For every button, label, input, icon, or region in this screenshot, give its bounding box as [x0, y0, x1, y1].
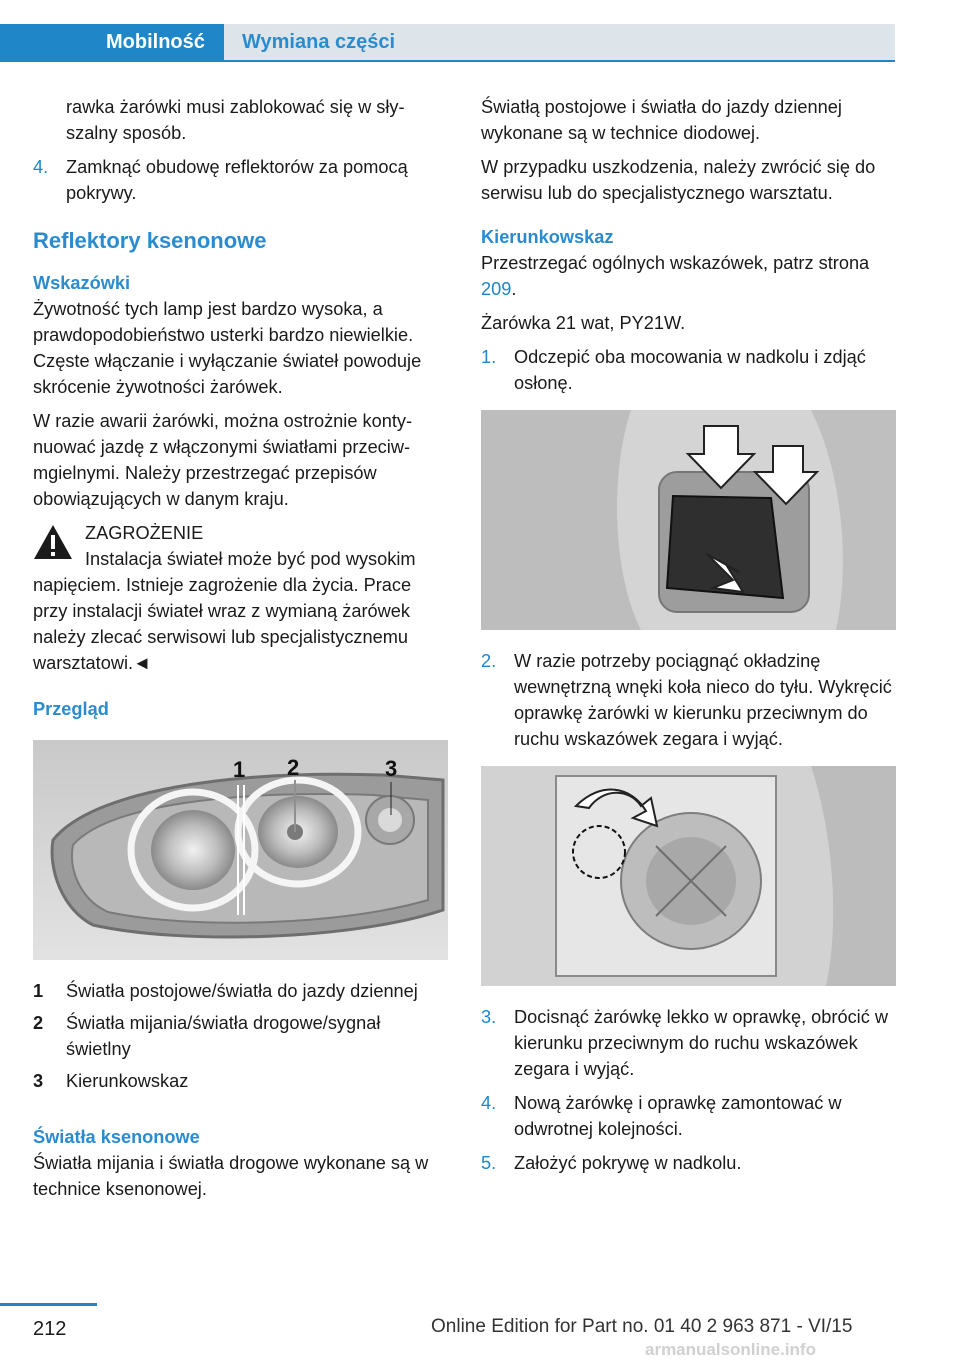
step-4-right [481, 1090, 896, 1142]
step-text: Założyć pokrywę w nadkolu. [514, 1153, 742, 1173]
legend-number: 2 [33, 1013, 44, 1033]
xenon-lights-text: Światła mijania i światła drogowe wykonane są w technice ksenonowej. [33, 1153, 429, 1199]
heading-xenon-lights: Światła ksenonowe [33, 1127, 200, 1147]
heading-turn-signal: Kierunkowskaz [481, 227, 614, 247]
step-5 [481, 1150, 896, 1176]
warning-triangle-icon [33, 524, 73, 560]
legend-item [33, 1010, 448, 1062]
warning-text [33, 546, 448, 676]
heading-overview: Przegląd [33, 699, 109, 719]
notes-paragraph-2: W razie awarii żarówki, można ostrożnie kontynuować jazdę z włączonymi światłami przeciwmgielnymi. Należy przestrzegać przepisów obowiązujących w danym kraju. [33, 411, 413, 509]
step-text: W razie potrzeby pociągnąć okładzinę wewnętrzną wnęki koła nieco do tyłu. Wykręcić oprawkę żarówki w kierunku przeciwnym do ruchu wskazówek zegara i wyjąć. [514, 651, 892, 749]
continued-step-text: rawka żarówki musi zablokować się w słyszalny sposób. [66, 97, 405, 143]
step-2 [481, 648, 896, 752]
legend-item [33, 1068, 448, 1094]
legend-text: Kierunkowskaz [66, 1071, 189, 1091]
step-number: 3. [481, 1007, 497, 1027]
step-number: 4. [33, 157, 49, 177]
header-divider [0, 60, 895, 62]
section-tab: Mobilność [0, 24, 224, 62]
wheel-arch-illustration [481, 410, 896, 630]
subsection-tab: Wymiana części [224, 24, 895, 62]
right-column [481, 94, 896, 1184]
step-number: 1. [481, 347, 497, 367]
figure-label-2: 2 [287, 755, 300, 780]
legend-text: Światła mijania/światła drogowe/sygnał świetlny [66, 1013, 381, 1059]
warning-line-1: Instalacja świateł może być pod wysokim [85, 549, 416, 569]
left-column [33, 94, 448, 1210]
warning-rest: napięciem. Istnieje zagrożenie dla życia. Prace przy instalacji świateł wraz z wymianą żarówek należy zlecać serwisowi lub specjalistycznemu warsztatowi.◄ [33, 575, 412, 673]
figure-legend [33, 978, 448, 1094]
step-1 [481, 344, 896, 396]
reference-text: Przestrzegać ogólnych wskazówek, patrz strona [481, 253, 870, 273]
step-number: 2. [481, 651, 497, 671]
turn-signal-reference [481, 250, 896, 302]
watermark: armanualsonline.info [645, 1340, 816, 1359]
bulb-spec: Żarówka 21 wat, PY21W. [481, 313, 686, 333]
notes-paragraph-1: Żywotność tych lamp jest bardzo wysoka, a prawdopodobieństwo usterki bardzo niewielkie. Częste włączanie i wyłączanie świateł powoduje skrócenie żywotności żarówek. [33, 299, 422, 397]
bulb-holder-illustration [481, 766, 896, 986]
headlight-illustration [33, 740, 448, 960]
legend-number: 3 [33, 1071, 44, 1091]
service-paragraph: W przypadku uszkodzenia, należy zwrócić się do serwisu lub do specjalistycznego warsztatu. [481, 157, 876, 203]
step-text: Docisnąć żarówkę lekko w oprawkę, obrócić w kierunku przeciwnym do ruchu wskazówek zegara i wyjąć. [514, 1007, 888, 1079]
heading-notes: Wskazówki [33, 273, 131, 293]
legend-item [33, 978, 448, 1004]
legend-text: Światła postojowe/światła do jazdy dziennej [66, 981, 418, 1001]
reference-end: . [511, 279, 517, 299]
headlight-overview-image [33, 740, 448, 960]
page-link-209[interactable]: 209 [481, 279, 512, 299]
step-number: 5. [481, 1153, 497, 1173]
heading-xenon-headlights: Reflektory ksenonowe [33, 228, 267, 253]
step-number: 4. [481, 1093, 497, 1113]
wheel-arch-cover-image [481, 410, 896, 630]
step-text: Odczepić oba mocowania w nadkolu i zdjąć osłonę. [514, 347, 866, 393]
step-4 [33, 154, 448, 206]
footer-divider [0, 1303, 97, 1306]
step-text: Zamknąć obudowę reflektorów za pomocą pokrywy. [66, 157, 408, 203]
step-3 [481, 1004, 896, 1082]
step-text: Nową żarówkę i oprawkę zamontować w odwrotnej kolejności. [514, 1093, 842, 1139]
page-header [0, 24, 895, 62]
figure-label-3: 3 [385, 756, 398, 781]
led-paragraph: Światłą postojowe i światła do jazdy dziennej wykonane są w technice diodowej. [481, 97, 842, 143]
figure-label-1: 1 [233, 757, 246, 782]
page-number: 212 [33, 1318, 67, 1340]
bulb-holder-image [481, 766, 896, 986]
edition-info: Online Edition for Part no. 01 40 2 963 871 - VI/15 [431, 1316, 853, 1337]
legend-number: 1 [33, 981, 44, 1001]
warning-title: ZAGROŻENIE [85, 523, 204, 543]
danger-warning [33, 520, 448, 676]
